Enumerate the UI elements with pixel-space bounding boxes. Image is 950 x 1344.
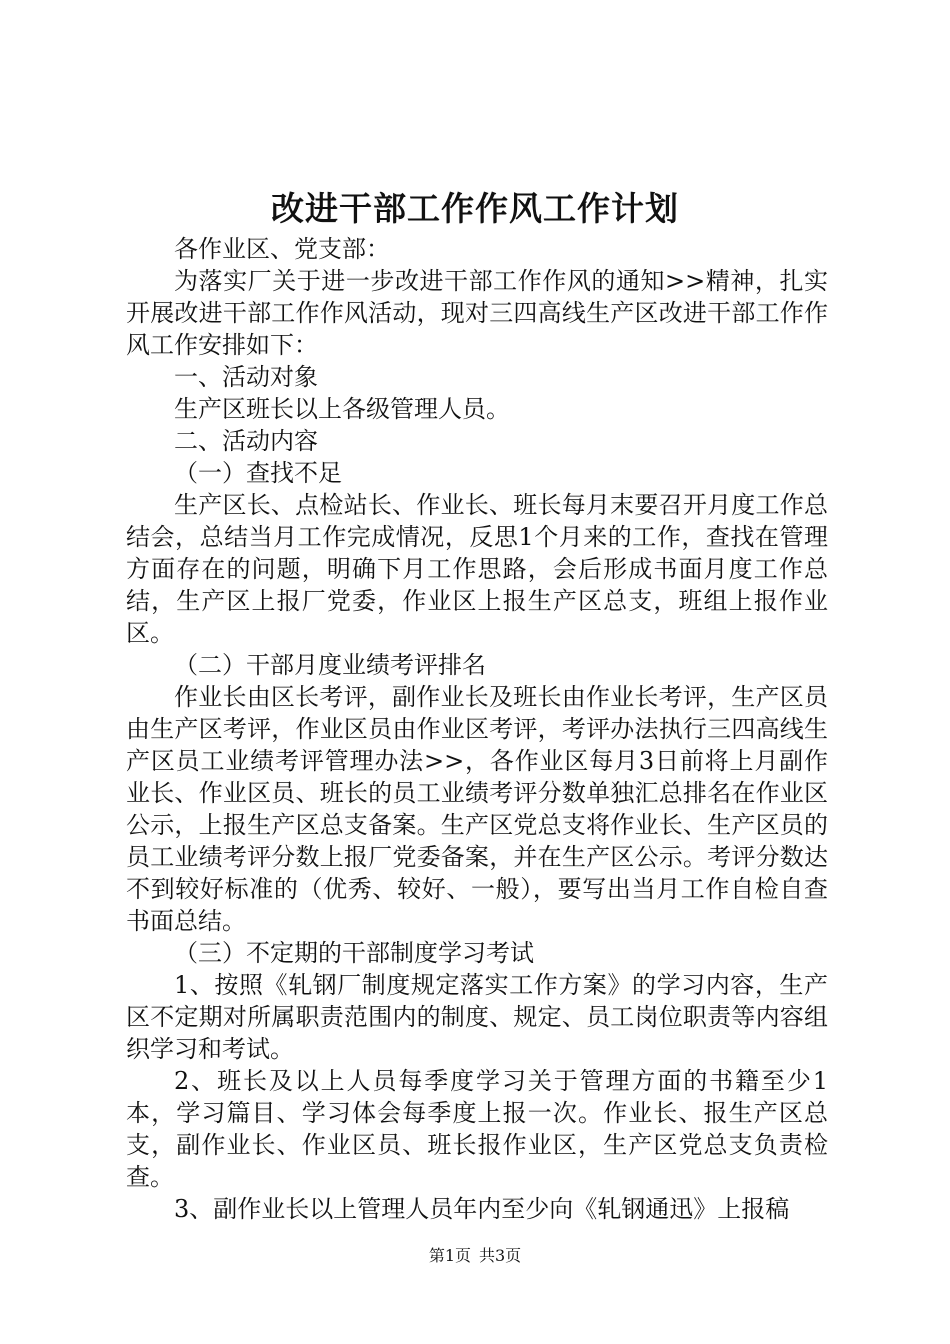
paragraph-find-shortcomings: 生产区长、点检站长、作业长、班长每月末要召开月度工作总结会，总结当月工作完成情况，反思1个月来的工作，查找在管理方面存在的问题，明确下月工作思路，会后形成书面月度工作总结，生产区上报厂党委，作业区上报生产区总支，班组上报作业区。	[126, 491, 828, 647]
heading-activity-content: 二、活动内容	[174, 427, 318, 455]
paragraph-monthly-ranking: 作业长由区长考评，副作业长及班长由作业长考评，生产区员由生产区考评，作业区员由作业区考评，考评办法执行三四高线生产区员工业绩考评管理办法>>，各作业区每月3日前将上月副作业长、作业区员、班长的员工业绩考评分数单独汇总排名在作业区公示，上报生产区总支备案。生产区党总支将作业长、生产区员的员工业绩考评分数上报厂党委备案，并在生产区公示。考评分数达不到较好标准的（优秀、较好、一般），要写出当月工作自检自查书面总结。	[126, 683, 828, 935]
paragraph-study-item-1: 1、按照《轧钢厂制度规定落实工作方案》的学习内容，生产区不定期对所属职责范围内的制度、规定、员工岗位职责等内容组织学习和考试。	[126, 971, 828, 1063]
paragraph-activity-target: 生产区班长以上各级管理人员。	[174, 395, 510, 423]
subheading-monthly-ranking: （二）干部月度业绩考评排名	[174, 651, 486, 679]
page-total: 共3页	[479, 1246, 522, 1265]
subheading-find-shortcomings: （一）查找不足	[174, 459, 342, 487]
page-number: 第1页	[428, 1246, 471, 1265]
heading-activity-target: 一、活动对象	[174, 363, 318, 391]
paragraph-study-item-3: 3、副作业长以上管理人员年内至少向《轧钢通迅》上报稿	[174, 1195, 790, 1223]
subheading-study-exam: （三）不定期的干部制度学习考试	[174, 939, 534, 967]
paragraph-study-item-2: 2、班长及以上人员每季度学习关于管理方面的书籍至少1本，学习篇目、学习体会每季度上报一次。作业长、报生产区总支，副作业长、作业区员、班长报作业区，生产区党总支负责检查。	[126, 1067, 828, 1191]
paragraph-salutation: 各作业区、党支部：	[174, 235, 390, 263]
page-footer	[0, 1244, 950, 1268]
document-title: 改进干部工作作风工作计划	[271, 189, 679, 228]
document-body	[126, 233, 828, 1225]
paragraph-intro: 为落实厂关于进一步改进干部工作作风的通知>>精神，扎实开展改进干部工作作风活动，现对三四高线生产区改进干部工作作风工作安排如下：	[126, 267, 828, 359]
